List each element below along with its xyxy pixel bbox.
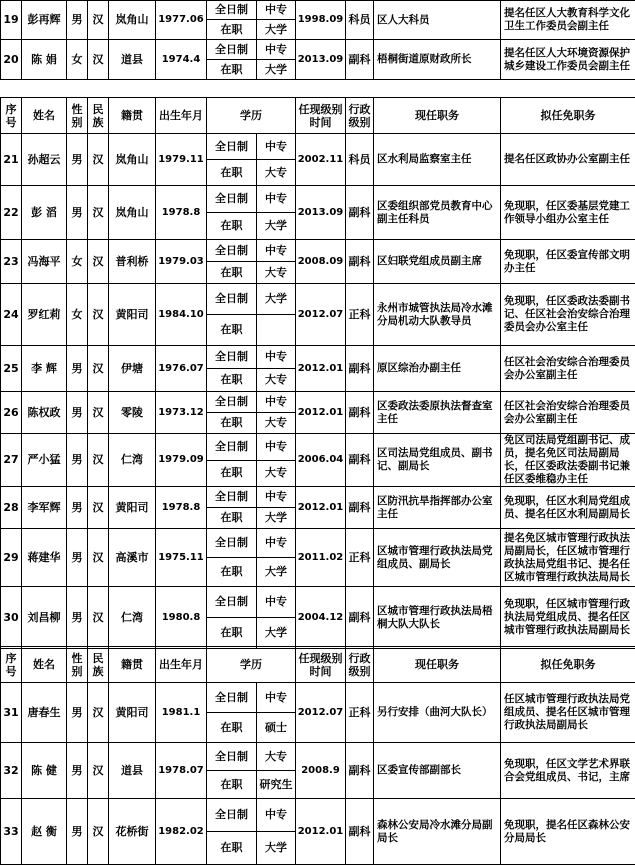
post-cell: 区司法局党组成员、副书记、副局长 [374, 434, 501, 487]
native-cell: 黄阳司 [109, 284, 156, 346]
ethnicity-cell: 汉 [88, 1, 109, 40]
seq-cell: 26 [1, 392, 22, 434]
edu-inservice-cell: 大学 [257, 558, 296, 587]
name-cell: 蒋建华 [22, 529, 67, 587]
header-edu: 学历 [207, 98, 296, 134]
edu-fulltime-cell: 中专 [257, 240, 296, 262]
table-row [1, 1, 635, 20]
edu-fulltime-cell: 中专 [257, 392, 296, 413]
header-ethnicity: 民族 [88, 98, 109, 134]
proposed-cell: 任区社会治安综合治理委员会办公室副主任 [501, 392, 635, 434]
table-row [1, 240, 635, 262]
level-cell: 副科 [346, 799, 374, 865]
post-cell: 永州市城管执法局冷水滩分局机动大队教导员 [374, 284, 501, 346]
post-cell: 区城市管理行政执法局梧桐大队大队长 [374, 587, 501, 649]
header-birth: 出生年月 [156, 647, 207, 683]
gender-cell: 女 [67, 240, 88, 284]
level-cell: 正科 [346, 284, 374, 346]
header-admin-level: 行政级别 [346, 98, 374, 134]
gender-cell: 男 [67, 487, 88, 529]
table-row [1, 186, 635, 213]
seq-cell: 28 [1, 487, 22, 529]
native-cell: 黄阳司 [109, 683, 156, 743]
header-birth: 出生年月 [156, 98, 207, 134]
native-cell: 岚角山 [109, 186, 156, 240]
post-cell: 区委政法委原执法督查室主任 [374, 392, 501, 434]
ethnicity-cell: 汉 [88, 434, 109, 487]
edu-fulltime-cell: 中专 [257, 529, 296, 558]
edu-type-cell: 全日制 [207, 186, 257, 213]
native-cell: 花桥街 [109, 799, 156, 865]
header-native: 籍贯 [109, 647, 156, 683]
edu-type-cell: 全日制 [207, 487, 257, 508]
table-row [1, 587, 635, 618]
proposed-cell: 免现职，任区文学艺术界联合会党组成员、书记，主席 [501, 743, 635, 799]
name-cell: 彭再辉 [22, 1, 67, 40]
ethnicity-cell: 汉 [88, 529, 109, 587]
name-cell: 孙超云 [22, 134, 67, 186]
edu-type-cell: 在职 [207, 558, 257, 587]
edu-type-cell: 在职 [207, 832, 257, 865]
edu-type-cell: 在职 [207, 713, 257, 743]
level-cell: 副科 [346, 392, 374, 434]
proposed-cell: 免区司法局党组副书记、成员，提名免区司法局副局长，任区委政法委副书记兼任区委维稳办主任 [501, 434, 635, 487]
level-cell: 副科 [346, 434, 374, 487]
ethnicity-cell: 汉 [88, 284, 109, 346]
gender-cell: 男 [67, 434, 88, 487]
seq-cell: 20 [1, 40, 22, 80]
level-cell: 正科 [346, 529, 374, 587]
gender-cell: 男 [67, 346, 88, 392]
edu-type-cell: 全日制 [207, 134, 257, 160]
edu-type-cell: 全日制 [207, 392, 257, 413]
rank-time-cell: 2012.01 [296, 392, 346, 434]
gender-cell: 男 [67, 743, 88, 799]
edu-inservice-cell: 大学 [257, 618, 296, 649]
table-row [1, 799, 635, 832]
edu-type-cell: 在职 [207, 508, 257, 529]
table-row [1, 683, 635, 713]
proposed-cell: 提名任区政协办公室副主任 [501, 134, 635, 186]
rank-time-cell: 2008.9 [296, 743, 346, 799]
edu-type-cell: 全日制 [207, 434, 257, 461]
edu-fulltime-cell: 中专 [257, 186, 296, 213]
ethnicity-cell: 汉 [88, 40, 109, 80]
gender-cell: 男 [67, 587, 88, 649]
name-cell: 陈权政 [22, 392, 67, 434]
proposed-cell: 提名任区人大环境资源保护城乡建设工作委员会副主任 [501, 40, 635, 80]
edu-type-cell: 全日制 [207, 743, 257, 771]
name-cell: 彭 滔 [22, 186, 67, 240]
name-cell: 陈 娟 [22, 40, 67, 80]
edu-type-cell: 在职 [207, 413, 257, 434]
table-row [1, 134, 635, 160]
header-name: 姓名 [22, 98, 67, 134]
birth-cell: 1975.11 [156, 529, 207, 587]
edu-type-cell: 全日制 [207, 240, 257, 262]
edu-inservice-cell: 大学 [257, 508, 296, 529]
edu-fulltime-cell: 中专 [257, 799, 296, 832]
rank-time-cell: 2012.01 [296, 487, 346, 529]
birth-cell: 1984.10 [156, 284, 207, 346]
header-native: 籍贯 [109, 98, 156, 134]
proposed-cell: 免现职，提名任区森林公安分局局长 [501, 799, 635, 865]
post-cell: 梧桐街道原财政所长 [374, 40, 501, 80]
seq-cell: 22 [1, 186, 22, 240]
edu-inservice-cell: 硕士 [257, 713, 296, 743]
edu-fulltime-cell: 中专 [257, 487, 296, 508]
native-cell: 道县 [109, 40, 156, 80]
header-current-post: 现任职务 [374, 647, 501, 683]
gender-cell: 女 [67, 284, 88, 346]
proposed-cell: 免现职，任区委宣传部文明办主任 [501, 240, 635, 284]
table-part-3 [0, 646, 635, 865]
gender-cell: 男 [67, 529, 88, 587]
edu-type-cell: 全日制 [207, 683, 257, 713]
post-cell: 原区综治办副主任 [374, 346, 501, 392]
rank-time-cell: 2012.01 [296, 799, 346, 865]
rank-time-cell: 2012.01 [296, 346, 346, 392]
seq-cell: 29 [1, 529, 22, 587]
seq-cell: 30 [1, 587, 22, 649]
ethnicity-cell: 汉 [88, 186, 109, 240]
proposed-cell: 提名免区城市管理行政执法局副局长，任区城市管理行政执法局党组书记、提名任区城市管理行政执法局局长 [501, 529, 635, 587]
post-cell: 区人大科员 [374, 1, 501, 40]
edu-fulltime-cell: 中专 [257, 40, 296, 60]
seq-cell: 32 [1, 743, 22, 799]
birth-cell: 1979.03 [156, 240, 207, 284]
edu-type-cell: 在职 [207, 771, 257, 799]
name-cell: 李 辉 [22, 346, 67, 392]
edu-inservice-cell: 研究生 [257, 771, 296, 799]
table-row [1, 487, 635, 508]
gender-cell: 男 [67, 799, 88, 865]
level-cell: 副科 [346, 40, 374, 80]
header-current-post: 现任职务 [374, 98, 501, 134]
edu-type-cell: 在职 [207, 369, 257, 392]
edu-fulltime-cell: 大专 [257, 743, 296, 771]
edu-fulltime-cell: 中专 [257, 587, 296, 618]
proposed-cell: 任区社会治安综合治理委员会办公室副主任 [501, 346, 635, 392]
header-proposed: 拟任免职务 [501, 647, 635, 683]
seq-cell: 23 [1, 240, 22, 284]
name-cell: 刘昌柳 [22, 587, 67, 649]
edu-fulltime-cell: 中专 [257, 346, 296, 369]
level-cell: 科员 [346, 1, 374, 40]
birth-cell: 1974.4 [156, 40, 207, 80]
post-cell: 区防汛抗旱指挥部办公室主任 [374, 487, 501, 529]
table-row [1, 529, 635, 558]
seq-cell: 19 [1, 1, 22, 40]
ethnicity-cell: 汉 [88, 587, 109, 649]
table-row [1, 284, 635, 315]
table-row [1, 434, 635, 461]
birth-cell: 1982.02 [156, 799, 207, 865]
table-row [1, 40, 635, 60]
proposed-cell: 免现职，任区委政法委副书记、任区社会治安综合治理委员会办公室主任 [501, 284, 635, 346]
level-cell: 副科 [346, 186, 374, 240]
edu-type-cell: 全日制 [207, 529, 257, 558]
rank-time-cell: 2011.02 [296, 529, 346, 587]
name-cell: 唐春生 [22, 683, 67, 743]
seq-cell: 31 [1, 683, 22, 743]
table-row [1, 743, 635, 771]
birth-cell: 1977.06 [156, 1, 207, 40]
ethnicity-cell: 汉 [88, 134, 109, 186]
edu-inservice-cell: 大专 [257, 413, 296, 434]
rank-time-cell: 2012.07 [296, 683, 346, 743]
edu-inservice-cell [257, 315, 296, 346]
ethnicity-cell: 汉 [88, 346, 109, 392]
edu-fulltime-cell: 大学 [257, 284, 296, 315]
post-cell: 区委组织部党员教育中心副主任科员 [374, 186, 501, 240]
edu-type-cell: 全日制 [207, 1, 257, 20]
edu-type-cell: 在职 [207, 262, 257, 284]
edu-fulltime-cell: 中专 [257, 134, 296, 160]
table-header-row [1, 98, 635, 134]
edu-inservice-cell: 大学 [257, 213, 296, 240]
native-cell: 黄阳司 [109, 487, 156, 529]
proposed-cell: 免现职，任区委基层党建工作领导小组办公室主任 [501, 186, 635, 240]
proposed-cell: 免现职，任区水利局党组成员、提名任区水利局副局长 [501, 487, 635, 529]
header-seq: 序号 [1, 98, 22, 134]
header-gender: 性别 [67, 98, 88, 134]
birth-cell: 1978.07 [156, 743, 207, 799]
birth-cell: 1978.8 [156, 186, 207, 240]
gender-cell: 男 [67, 392, 88, 434]
header-rank-time: 任现级别时间 [296, 647, 346, 683]
birth-cell: 1981.1 [156, 683, 207, 743]
gender-cell: 男 [67, 1, 88, 40]
header-ethnicity: 民族 [88, 647, 109, 683]
birth-cell: 1979.11 [156, 134, 207, 186]
gender-cell: 女 [67, 40, 88, 80]
birth-cell: 1976.07 [156, 346, 207, 392]
rank-time-cell: 1998.09 [296, 1, 346, 40]
header-gender: 性别 [67, 647, 88, 683]
edu-inservice-cell: 大学 [257, 832, 296, 865]
gender-cell: 男 [67, 683, 88, 743]
edu-type-cell: 全日制 [207, 40, 257, 60]
edu-type-cell: 在职 [207, 20, 257, 40]
seq-cell: 21 [1, 134, 22, 186]
table-part-1 [0, 0, 635, 80]
edu-type-cell: 全日制 [207, 346, 257, 369]
proposed-cell: 免现职，任区城市管理行政执法局党组成员、提名任区城市管理行政执法局副局长 [501, 587, 635, 649]
proposed-cell: 任区城市管理行政执法局党组成员、提名任区城市管理行政执法局副局长 [501, 683, 635, 743]
level-cell: 科员 [346, 134, 374, 186]
ethnicity-cell: 汉 [88, 743, 109, 799]
rank-time-cell: 2013.09 [296, 186, 346, 240]
table-row [1, 392, 635, 413]
rank-time-cell: 2002.11 [296, 134, 346, 186]
seq-cell: 27 [1, 434, 22, 487]
name-cell: 严小猛 [22, 434, 67, 487]
birth-cell: 1979.09 [156, 434, 207, 487]
rank-time-cell: 2013.09 [296, 40, 346, 80]
edu-type-cell: 在职 [207, 160, 257, 186]
native-cell: 岚角山 [109, 134, 156, 186]
ethnicity-cell: 汉 [88, 683, 109, 743]
edu-inservice-cell: 大学 [257, 20, 296, 40]
header-name: 姓名 [22, 647, 67, 683]
ethnicity-cell: 汉 [88, 799, 109, 865]
post-cell: 区城市管理行政执法局党组成员、副局长 [374, 529, 501, 587]
name-cell: 冯海平 [22, 240, 67, 284]
post-cell: 区水利局监察室主任 [374, 134, 501, 186]
edu-type-cell: 在职 [207, 460, 257, 487]
level-cell: 副科 [346, 587, 374, 649]
ethnicity-cell: 汉 [88, 487, 109, 529]
ethnicity-cell: 汉 [88, 392, 109, 434]
table-row [1, 346, 635, 369]
header-proposed: 拟任免职务 [501, 98, 635, 134]
birth-cell: 1978.8 [156, 487, 207, 529]
edu-fulltime-cell: 中专 [257, 1, 296, 20]
edu-inservice-cell: 大专 [257, 262, 296, 284]
name-cell: 罗红莉 [22, 284, 67, 346]
edu-type-cell: 在职 [207, 618, 257, 649]
seq-cell: 24 [1, 284, 22, 346]
rank-time-cell: 2012.07 [296, 284, 346, 346]
native-cell: 仁湾 [109, 587, 156, 649]
post-cell: 另行安排（曲河大队长） [374, 683, 501, 743]
post-cell: 森林公安局冷水滩分局副局长 [374, 799, 501, 865]
ethnicity-cell: 汉 [88, 240, 109, 284]
edu-fulltime-cell: 中专 [257, 683, 296, 713]
name-cell: 李军辉 [22, 487, 67, 529]
gender-cell: 男 [67, 134, 88, 186]
native-cell: 道县 [109, 743, 156, 799]
level-cell: 副科 [346, 743, 374, 799]
edu-type-cell: 在职 [207, 60, 257, 80]
table-header-row [1, 647, 635, 683]
level-cell: 正科 [346, 683, 374, 743]
rank-time-cell: 2004.12 [296, 587, 346, 649]
name-cell: 陈 健 [22, 743, 67, 799]
edu-inservice-cell: 大专 [257, 160, 296, 186]
native-cell: 仁湾 [109, 434, 156, 487]
birth-cell: 1973.12 [156, 392, 207, 434]
rank-time-cell: 2008.09 [296, 240, 346, 284]
seq-cell: 25 [1, 346, 22, 392]
native-cell: 高溪市 [109, 529, 156, 587]
native-cell: 普利桥 [109, 240, 156, 284]
native-cell: 零陵 [109, 392, 156, 434]
header-admin-level: 行政级别 [346, 647, 374, 683]
edu-type-cell: 全日制 [207, 799, 257, 832]
level-cell: 副科 [346, 487, 374, 529]
edu-inservice-cell: 大学 [257, 60, 296, 80]
native-cell: 伊塘 [109, 346, 156, 392]
edu-type-cell: 在职 [207, 213, 257, 240]
edu-type-cell: 全日制 [207, 284, 257, 315]
birth-cell: 1980.8 [156, 587, 207, 649]
name-cell: 赵 衡 [22, 799, 67, 865]
native-cell: 岚角山 [109, 1, 156, 40]
table-part-2 [0, 97, 635, 649]
header-rank-time: 任现级别时间 [296, 98, 346, 134]
edu-type-cell: 在职 [207, 315, 257, 346]
edu-type-cell: 全日制 [207, 587, 257, 618]
seq-cell: 33 [1, 799, 22, 865]
proposed-cell: 提名任区人大教育科学文化卫生工作委员会副主任 [501, 1, 635, 40]
edu-inservice-cell: 大专 [257, 369, 296, 392]
rank-time-cell: 2006.04 [296, 434, 346, 487]
level-cell: 副科 [346, 240, 374, 284]
post-cell: 区委宣传部副部长 [374, 743, 501, 799]
header-seq: 序号 [1, 647, 22, 683]
header-edu: 学历 [207, 647, 296, 683]
edu-fulltime-cell: 中专 [257, 434, 296, 461]
edu-inservice-cell: 大专 [257, 460, 296, 487]
level-cell: 副科 [346, 346, 374, 392]
post-cell: 区妇联党组成员副主席 [374, 240, 501, 284]
gender-cell: 男 [67, 186, 88, 240]
